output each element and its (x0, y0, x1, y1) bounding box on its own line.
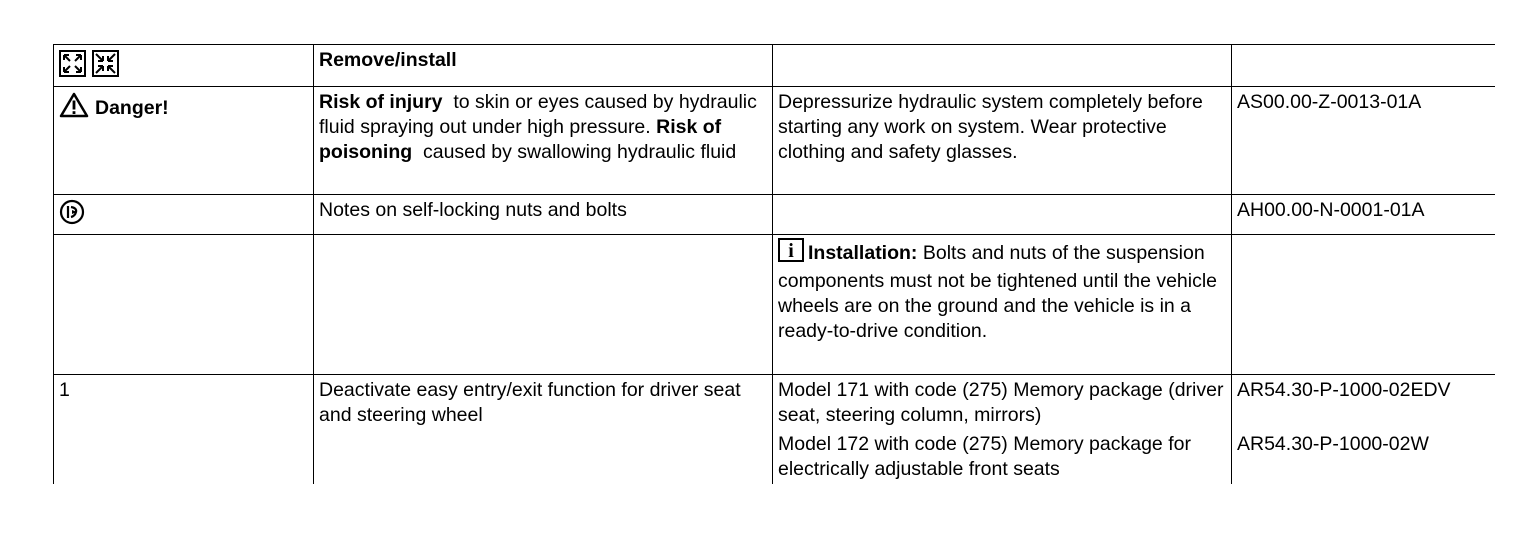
installation-text: Bolts and nuts of the suspension components must not be tightened until the vehicle wheels are on the ground and the vehicle is in a ready-to-drive condition. (778, 242, 1218, 342)
icon-cell (54, 45, 314, 87)
table-row (54, 87, 1496, 195)
install-icon (92, 50, 119, 84)
note-cell (773, 45, 1232, 87)
self-locking-nut-icon (59, 198, 85, 232)
empty-cell (314, 235, 773, 375)
table-row (54, 375, 1496, 485)
icon-cell (54, 195, 314, 235)
section-title: Remove/install (319, 49, 457, 71)
note-cell (773, 235, 1232, 375)
step-description (314, 45, 773, 87)
step-description (314, 195, 773, 235)
document-sheet (53, 44, 1495, 484)
reference-link[interactable]: AS00.00-Z-0013-01A (1237, 91, 1422, 113)
table-row (54, 195, 1496, 235)
table-row (54, 45, 1496, 87)
procedure-table (53, 44, 1495, 484)
note-cell (773, 195, 1232, 235)
model-172-note: Model 172 with code (275) Memory package for electrically adjustable front seats (778, 433, 1191, 480)
warning-triangle-icon (59, 92, 89, 125)
risk-poisoning-text: caused by swallowing hydraulic fluid (412, 141, 737, 163)
step-description (314, 375, 773, 485)
reference-cell (1232, 87, 1496, 195)
reference-link[interactable]: AR54.30-P-1000-02EDV (1237, 379, 1451, 401)
risk-injury-label: Risk of injury (319, 91, 443, 113)
empty-cell (54, 235, 314, 375)
step-text: Deactivate easy entry/exit function for driver seat and steering wheel (319, 379, 741, 426)
svg-text:i: i (788, 240, 794, 262)
note-cell (773, 375, 1232, 485)
reference-link[interactable]: AH00.00-N-0001-01A (1237, 199, 1425, 221)
step-number-value: 1 (59, 379, 70, 401)
danger-cell (54, 87, 314, 195)
danger-label: Danger! (95, 97, 169, 119)
step-number (54, 375, 314, 485)
safety-instruction: Depressurize hydraulic system completely before starting any work on system. Wear protective clothing and safety glasses. (778, 91, 1203, 163)
table-row (54, 235, 1496, 375)
step-description (314, 87, 773, 195)
note-cell (773, 87, 1232, 195)
reference-cell (1232, 195, 1496, 235)
reference-cell (1232, 375, 1496, 485)
reference-link[interactable]: AR54.30-P-1000-02W (1237, 433, 1429, 455)
risk-injury-text: to skin or eyes caused by hydraulic fluid spraying out under high pressure. (319, 91, 763, 138)
model-171-note: Model 171 with code (275) Memory package (driver seat, steering column, mirrors) (778, 379, 1224, 426)
self-locking-note: Notes on self-locking nuts and bolts (319, 199, 627, 221)
empty-cell (1232, 235, 1496, 375)
remove-icon (59, 50, 86, 84)
installation-label: Installation: (808, 242, 918, 264)
risk-poisoning-label: Risk of poisoning (319, 116, 722, 163)
reference-cell (1232, 45, 1496, 87)
info-icon (778, 238, 804, 269)
